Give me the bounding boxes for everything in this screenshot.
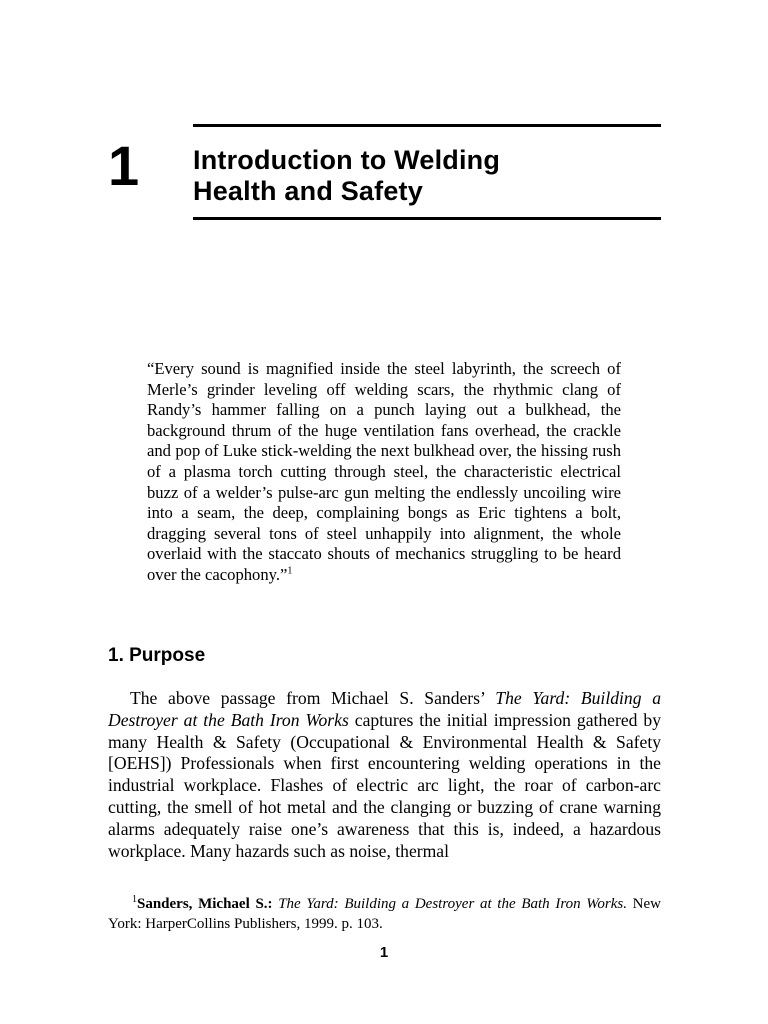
chapter-title [193,124,661,220]
epigraph-quote [147,359,621,586]
paragraph-start: The above passage from Michael S. Sanders’ [130,688,496,708]
body-paragraph [108,688,661,862]
chapter-number: 1 [108,134,140,197]
page-number: 1 [379,944,389,961]
book-title: The Yard: Building a Destroyer at the Bath Iron Works [108,688,661,730]
section-heading: 1. Purpose [108,645,206,666]
chapter-title-line-1: Introduction to Welding [193,145,501,175]
footnote [108,894,661,934]
chapter-title-line-2: Health and Safety [193,176,423,206]
footnote-author: Sanders, Michael S.: [137,896,273,912]
epigraph-footnote-ref: 1 [287,565,293,577]
footnote-title: The Yard: Building a Destroyer at the Bath Iron Works. [278,896,627,912]
footnote-publisher: New York: HarperCollins Publishers, 1999. p. 103. [108,896,662,932]
paragraph-rest: captures the initial impression gathered by many Health & Safety (Occupational & Environmental Health & Safety [OEHS]) Professionals when first encountering welding operations in the industrial workplace. Flashes of electric arc light, the roar of carbon-arc cutting, the smell of hot metal and the clanging or buzzing of crane warning alarms adequately raise one’s awareness that this is, indeed, a hazardous workplace. Many hazards such as noise, thermal [108,709,661,861]
epigraph-text: “Every sound is magnified inside the steel labyrinth, the screech of Merle’s grinder leveling off welding scars, the rhythmic clang of Randy’s hammer falling on a punch laying out a bulkhead, the background thrum of the huge ventilation fans overhead, the crackle and pop of Luke stick-welding the next bulkhead over, the hissing rush of a plasma torch cutting through steel, the characteristic electrical buzz of a welder’s pulse-arc gun melting the endlessly uncoiling wire into a seam, the deep, complaining bongs as Eric tightens a bolt, dragging several tons of steel unhappily into alignment, the whole overlaid with the staccato shouts of mechanics struggling to be heard over the cacophony.” [147,359,621,584]
footnote-marker: 1 [132,894,137,905]
